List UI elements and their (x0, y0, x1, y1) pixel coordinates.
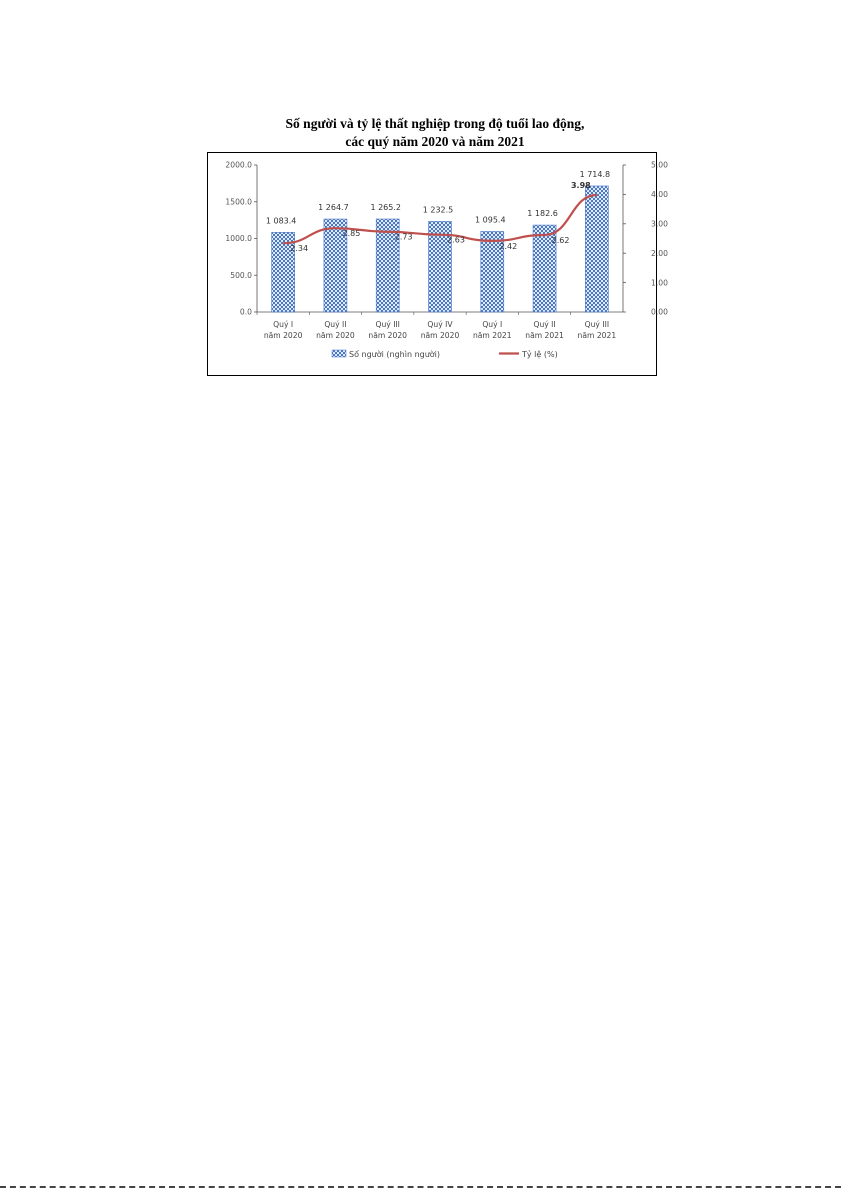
x-tick-label-line: năm 2021 (472, 331, 512, 340)
x-tick-label-line: Quý IV (427, 320, 453, 329)
x-tick-label-line: năm 2020 (368, 331, 408, 340)
x-tick-label-line: Quý I (482, 320, 503, 329)
y-right-tick-label: 0.00 (651, 307, 668, 317)
legend-swatch-bar (332, 350, 346, 357)
line-value-label: 2.85 (342, 229, 361, 239)
x-tick-label-line: Quý III (375, 320, 400, 329)
line-value-label: 2.63 (447, 235, 465, 245)
x-tick-label (473, 320, 512, 340)
x-tick-label (368, 320, 407, 340)
y-right-tick-label: 2.00 (651, 248, 668, 258)
y-right-tick-label: 4.00 (651, 190, 668, 200)
chart-title (210, 115, 660, 151)
line-value-label: 3.98 (570, 180, 591, 190)
y-right-tick-label: 1.00 (651, 278, 668, 288)
y-left-tick-label: 1000.0 (225, 234, 252, 244)
bar-value-label: 1 714.8 (579, 169, 611, 179)
x-tick-label (525, 320, 564, 340)
y-left-tick-label: 0.0 (239, 307, 252, 317)
x-tick-label-line: năm 2020 (316, 331, 355, 340)
bar-value-label: 1 083.4 (265, 216, 297, 226)
bar-value-label: 1 265.2 (370, 203, 401, 213)
x-tick-label-line: Quý III (584, 320, 610, 329)
combo-chart (207, 152, 668, 376)
line-value-label: 2.42 (499, 241, 518, 251)
chart-title-line-1: Số người và tỷ lệ thất nghiệp trong độ tuổi lao động, (285, 116, 585, 131)
bar-value-label: 1 232.5 (422, 205, 454, 215)
y-right-tick-label: 3.00 (651, 219, 668, 229)
y-left-tick-label: 1500.0 (225, 197, 252, 207)
x-tick-label (578, 320, 617, 340)
legend-label-bar: Số người (nghìn người) (349, 350, 441, 359)
x-tick-label (316, 320, 355, 340)
bar-value-label: 1 182.6 (527, 209, 558, 219)
x-tick-label-line: Quý II (324, 320, 347, 329)
line-value-label: 2.73 (394, 232, 413, 242)
x-tick-label-line: năm 2021 (577, 331, 617, 340)
x-tick-label-line: năm 2020 (420, 331, 460, 340)
bar-so-nguoi (585, 186, 608, 312)
chart-title-line-2: các quý năm 2020 và năm 2021 (345, 134, 525, 149)
bar-value-label: 1 264.7 (318, 203, 349, 213)
line-value-label: 2.62 (551, 235, 570, 245)
legend-label-line: Tỷ lệ (%) (522, 350, 558, 359)
x-tick-label-line: Quý II (533, 320, 556, 329)
x-tick-label-line: năm 2020 (263, 331, 303, 340)
x-tick-label (264, 320, 303, 340)
y-left-tick-label: 2000.0 (225, 160, 252, 170)
x-tick-label-line: năm 2021 (525, 331, 564, 340)
page-bottom-rule (0, 1186, 841, 1188)
x-tick-label (421, 320, 460, 340)
y-left-tick-label: 500.0 (230, 270, 252, 280)
y-right-tick-label: 5.00 (651, 160, 668, 170)
line-value-label: 2.34 (290, 244, 309, 254)
x-tick-label-line: Quý I (273, 320, 294, 329)
bar-value-label: 1 095.4 (475, 215, 506, 225)
